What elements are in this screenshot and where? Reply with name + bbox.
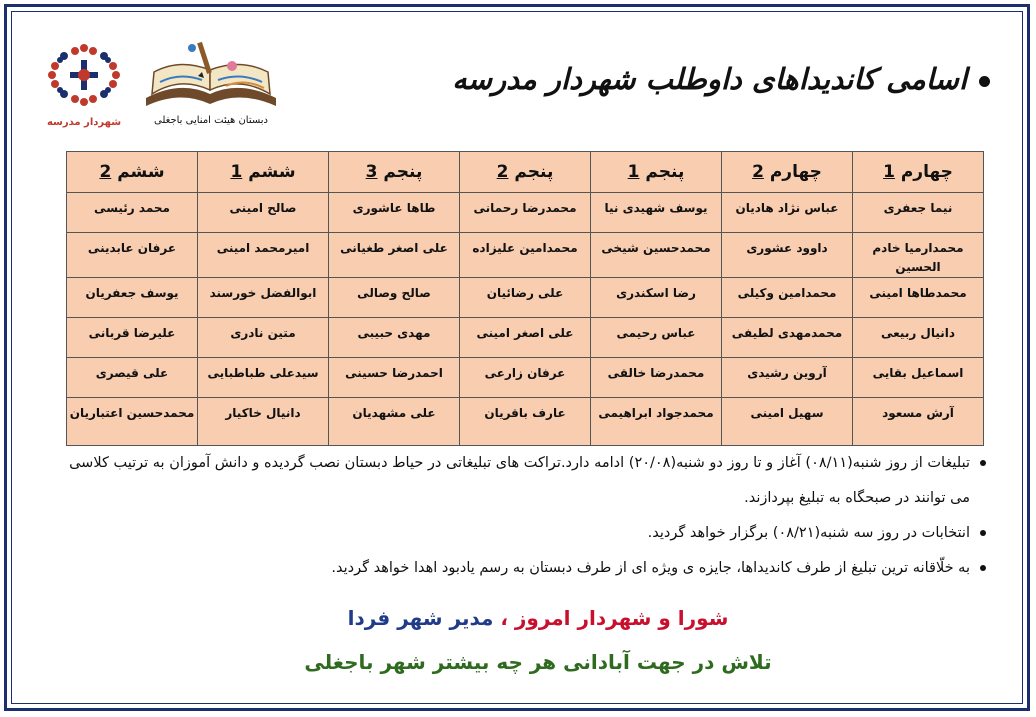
table-cell: محمدحسین شیخی <box>591 233 722 278</box>
table-cell: محمدارمیا خادم الحسین <box>853 233 984 278</box>
table-row <box>67 398 984 446</box>
table-cell: علی رضائیان <box>460 278 591 318</box>
table-cell: دانیال ربیعی <box>853 318 984 358</box>
slogan-line-1 <box>0 606 1036 630</box>
table-cell: رضا اسکندری <box>591 278 722 318</box>
table-cell: علیرضا قربانی <box>67 318 198 358</box>
table-header-row <box>67 152 984 193</box>
column-header: پنجم 1 <box>591 152 722 193</box>
table-cell: عباس نژاد هادیان <box>722 193 853 233</box>
table-cell: طاها عاشوری <box>329 193 460 233</box>
table-cell: متین نادری <box>198 318 329 358</box>
table-cell: محمدمهدی لطیفی <box>722 318 853 358</box>
candidates-table <box>66 151 984 446</box>
table-cell: آرش مسعود <box>853 398 984 446</box>
table-cell: محمدحسین اعتباریان <box>67 398 198 446</box>
column-header: پنجم 2 <box>460 152 591 193</box>
table-cell: یوسف شهیدی نیا <box>591 193 722 233</box>
table-cell: عرفان زارعی <box>460 358 591 398</box>
table-cell: محمد رئیسی <box>67 193 198 233</box>
table-cell: داوود عشوری <box>722 233 853 278</box>
column-header: پنجم 3 <box>329 152 460 193</box>
notes-list <box>53 446 988 586</box>
column-header: ششم 1 <box>198 152 329 193</box>
slogan-part-1: شورا و شهردار امروز ، <box>493 606 729 630</box>
column-header: چهارم 2 <box>722 152 853 193</box>
table-cell: محمدرضا خالقی <box>591 358 722 398</box>
table-cell: محمدرضا رحمانی <box>460 193 591 233</box>
table-cell: محمدطاها امینی <box>853 278 984 318</box>
slogan-part-2: مدیر شهر فردا <box>347 606 494 630</box>
table-cell: علی مشهدیان <box>329 398 460 446</box>
table-cell: امیرمحمد امینی <box>198 233 329 278</box>
table-cell: عرفان عابدینی <box>67 233 198 278</box>
table-cell: نیما جعفری <box>853 193 984 233</box>
table-cell: سیدعلی طباطبایی <box>198 358 329 398</box>
slogan-line-2: تلاش در جهت آبادانی هر چه بیشتر شهر باجغلی <box>304 650 772 674</box>
table-row <box>67 193 984 233</box>
note-item: تبلیغات از روز شنبه(۰۸/۱۱) آغاز و تا روز دو شنبه(۲۰/۰۸) ادامه دارد.تراکت های تبلیغاتی در حیاط دبستان نصب گردیده و دانش آموزان به ترتیب کلاسی می توانند در صبحگاه به تبلیغ بپردازند. <box>53 446 988 516</box>
table-cell: عباس رحیمی <box>591 318 722 358</box>
table-cell: علی قیصری <box>67 358 198 398</box>
table-cell: دانیال خاکیار <box>198 398 329 446</box>
note-item: انتخابات در روز سه شنبه(۰۸/۲۱) برگزار خواهد گردید. <box>53 516 988 551</box>
table-cell: ابوالفضل خورسند <box>198 278 329 318</box>
open-book-icon <box>140 36 282 110</box>
table-cell: محمدامین وکیلی <box>722 278 853 318</box>
table-cell: مهدی حبیبی <box>329 318 460 358</box>
table-row <box>67 358 984 398</box>
page-title-text: اسامی کاندیداهای داوطلب شهردار مدرسه <box>452 62 967 96</box>
school-logo <box>140 36 282 128</box>
table-cell: آروین رشیدی <box>722 358 853 398</box>
page-title <box>452 62 990 96</box>
table-row <box>67 278 984 318</box>
table-cell: صالح وصالی <box>329 278 460 318</box>
column-header: چهارم 1 <box>853 152 984 193</box>
table-cell: احمدرضا حسینی <box>329 358 460 398</box>
school-mayor-logo <box>38 38 130 128</box>
note-item: به خلّاقانه ترین تبلیغ از طرف کاندیداها، جایزه ی ویژه ای از طرف دبستان به رسم یادبود اهدا خواهد گردید. <box>53 551 988 586</box>
table-cell: محمدامین علیزاده <box>460 233 591 278</box>
table-cell: عارف باقریان <box>460 398 591 446</box>
table-cell: سهیل امینی <box>722 398 853 446</box>
table-cell: صالح امینی <box>198 193 329 233</box>
bullet-icon <box>979 76 990 87</box>
table-cell: محمدجواد ابراهیمی <box>591 398 722 446</box>
table-cell: اسماعیل بقایی <box>853 358 984 398</box>
table-cell: یوسف جعفریان <box>67 278 198 318</box>
table-row <box>67 233 984 278</box>
flower-emblem-icon <box>38 38 130 112</box>
table-cell: علی اصغر طغیانی <box>329 233 460 278</box>
table-cell: علی اصغر امینی <box>460 318 591 358</box>
table-row <box>67 318 984 358</box>
column-header: ششم 2 <box>67 152 198 193</box>
school-mayor-logo-caption: شهردار مدرسه <box>46 117 122 128</box>
school-logo-caption: دبستان هیئت امنایی باجغلی <box>153 115 269 126</box>
